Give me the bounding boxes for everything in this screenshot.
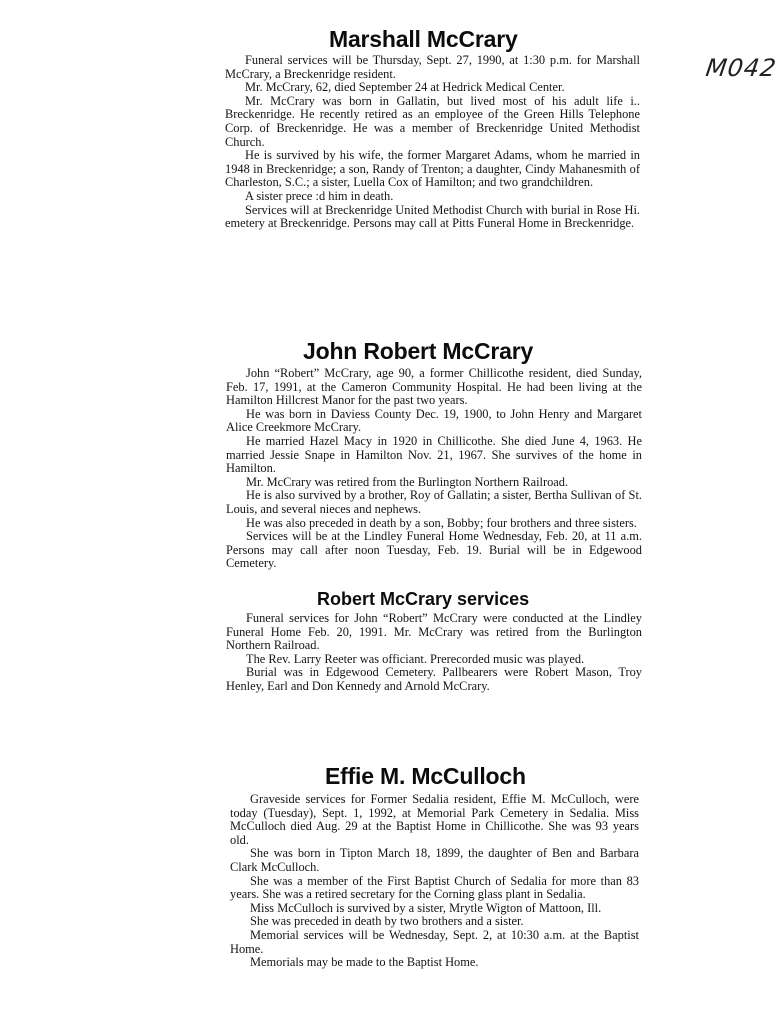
obituary-paragraph: A sister prece :d him in death. xyxy=(245,188,394,203)
obituary-paragraph: She was a member of the First Baptist Church of Sedalia for more than 83 years. She was a retired secretary for the Corning glass plant in Sedalia. xyxy=(230,873,639,902)
obituary-paragraph: Funeral services for John “Robert” McCrary were conducted at the Lindley Funeral Home Feb. 20, 1991. Mr. McCrary was retired from the Burlington Northern Railroad. xyxy=(226,611,642,653)
obituary-paragraph: Services will be at the Lindley Funeral Home Wednesday, Feb. 20, at 11 a.m. Persons may call after noon Tuesday, Feb. 19. Burial will be in Edgewood Cemetery. xyxy=(226,529,642,571)
obituary-paragraph: Graveside services for Former Sedalia resident, Effie M. McCulloch, were today (Tuesday), Sept. 1, 1992, at Memorial Park Cemetery in Sedalia. Miss McCulloch died Aug. 29 at the Baptist Home in Chillicothe. She was 93 years old. xyxy=(230,792,639,847)
obituary-paragraph: She was preceded in death by two brothers and a sister. xyxy=(250,914,524,929)
obituary-paragraph: Mr. McCrary was retired from the Burlington Northern Railroad. xyxy=(246,474,569,489)
services-body xyxy=(226,612,642,694)
obituary-paragraph: Memorial services will be Wednesday, Sept. 2, at 10:30 a.m. at the Baptist Home. xyxy=(230,927,639,956)
obituary-paragraph: Miss McCulloch is survived by a sister, Mrytle Wigton of Mattoon, Ill. xyxy=(250,900,602,915)
obituary-paragraph: She was born in Tipton March 18, 1899, the daughter of Ben and Barbara Clark McCulloch. xyxy=(230,846,639,874)
obituary-headline: Effie M. McCulloch xyxy=(325,763,526,789)
obituary-paragraph: He was born in Daviess County Dec. 19, 1900, to John Henry and Margaret Alice Creekmore McCrary. xyxy=(226,406,642,435)
obituary-paragraph: Services will at Breckenridge United Methodist Church with burial in Rose Hi. emetery at Breckenridge. Persons may call at Pitts Funeral Home in Breckenridge. xyxy=(225,202,640,231)
obituary-headline: Marshall McCrary xyxy=(329,26,518,52)
obituary-paragraph: He is also survived by a brother, Roy of Gallatin; a sister, Bertha Sullivan of St. Louis, and several nieces and nephews. xyxy=(226,488,642,516)
obituary-paragraph: Funeral services will be Thursday, Sept. 27, 1990, at 1:30 p.m. for Marshall McCrary, a Breckenridge resident. xyxy=(225,53,640,81)
obituary-headline: John Robert McCrary xyxy=(303,338,534,364)
services-subheadline: Robert McCrary services xyxy=(317,589,530,609)
obituary-paragraph: Memorials may be made to the Baptist Home. xyxy=(250,955,479,970)
obituary-paragraph: John “Robert” McCrary, age 90, a former Chillicothe resident, died Sunday, Feb. 17, 1991, at the Cameron Community Hospital. He had been living at the Hamilton Hillcrest Manor for the past two years. xyxy=(226,366,642,408)
obituary-body xyxy=(226,367,642,571)
obituary-paragraph: He was also preceded in death by a son, Bobby; four brothers and three sisters. xyxy=(246,515,637,530)
obituary-body xyxy=(230,793,639,970)
obituary-body xyxy=(225,54,640,231)
obituary-paragraph: Mr. McCrary, 62, died September 24 at Hedrick Medical Center. xyxy=(245,80,565,95)
handwritten-file-number: M042 xyxy=(704,54,778,82)
obituary-paragraph: He is survived by his wife, the former Margaret Adams, whom he married in 1948 in Breckenridge; a son, Randy of Trenton; a daughter, Cindy Mahanesmith of Charleston, S.C.; a sister, Luella Cox of Hamilton; and two grandchildren. xyxy=(225,148,640,190)
obituary-paragraph: Burial was in Edgewood Cemetery. Pallbearers were Robert Mason, Troy Henley, Earl and Don Kennedy and Arnold McCrary. xyxy=(226,665,642,693)
obituary-paragraph: The Rev. Larry Reeter was officiant. Prerecorded music was played. xyxy=(246,651,585,666)
obituary-paragraph: He married Hazel Macy in 1920 in Chillicothe. She died June 4, 1963. He married Jessie Snape in Hamilton Nov. 21, 1967. She survives of the home in Hamilton. xyxy=(226,433,642,476)
obituary-paragraph: Mr. McCrary was born in Gallatin, but lived most of his adult life i.. Breckenridge. He recently retired as an employee of the Green Hills Telephone Corp. of Breckenridge. He was a member of Breckenridge United Methodist Church. xyxy=(225,93,640,149)
